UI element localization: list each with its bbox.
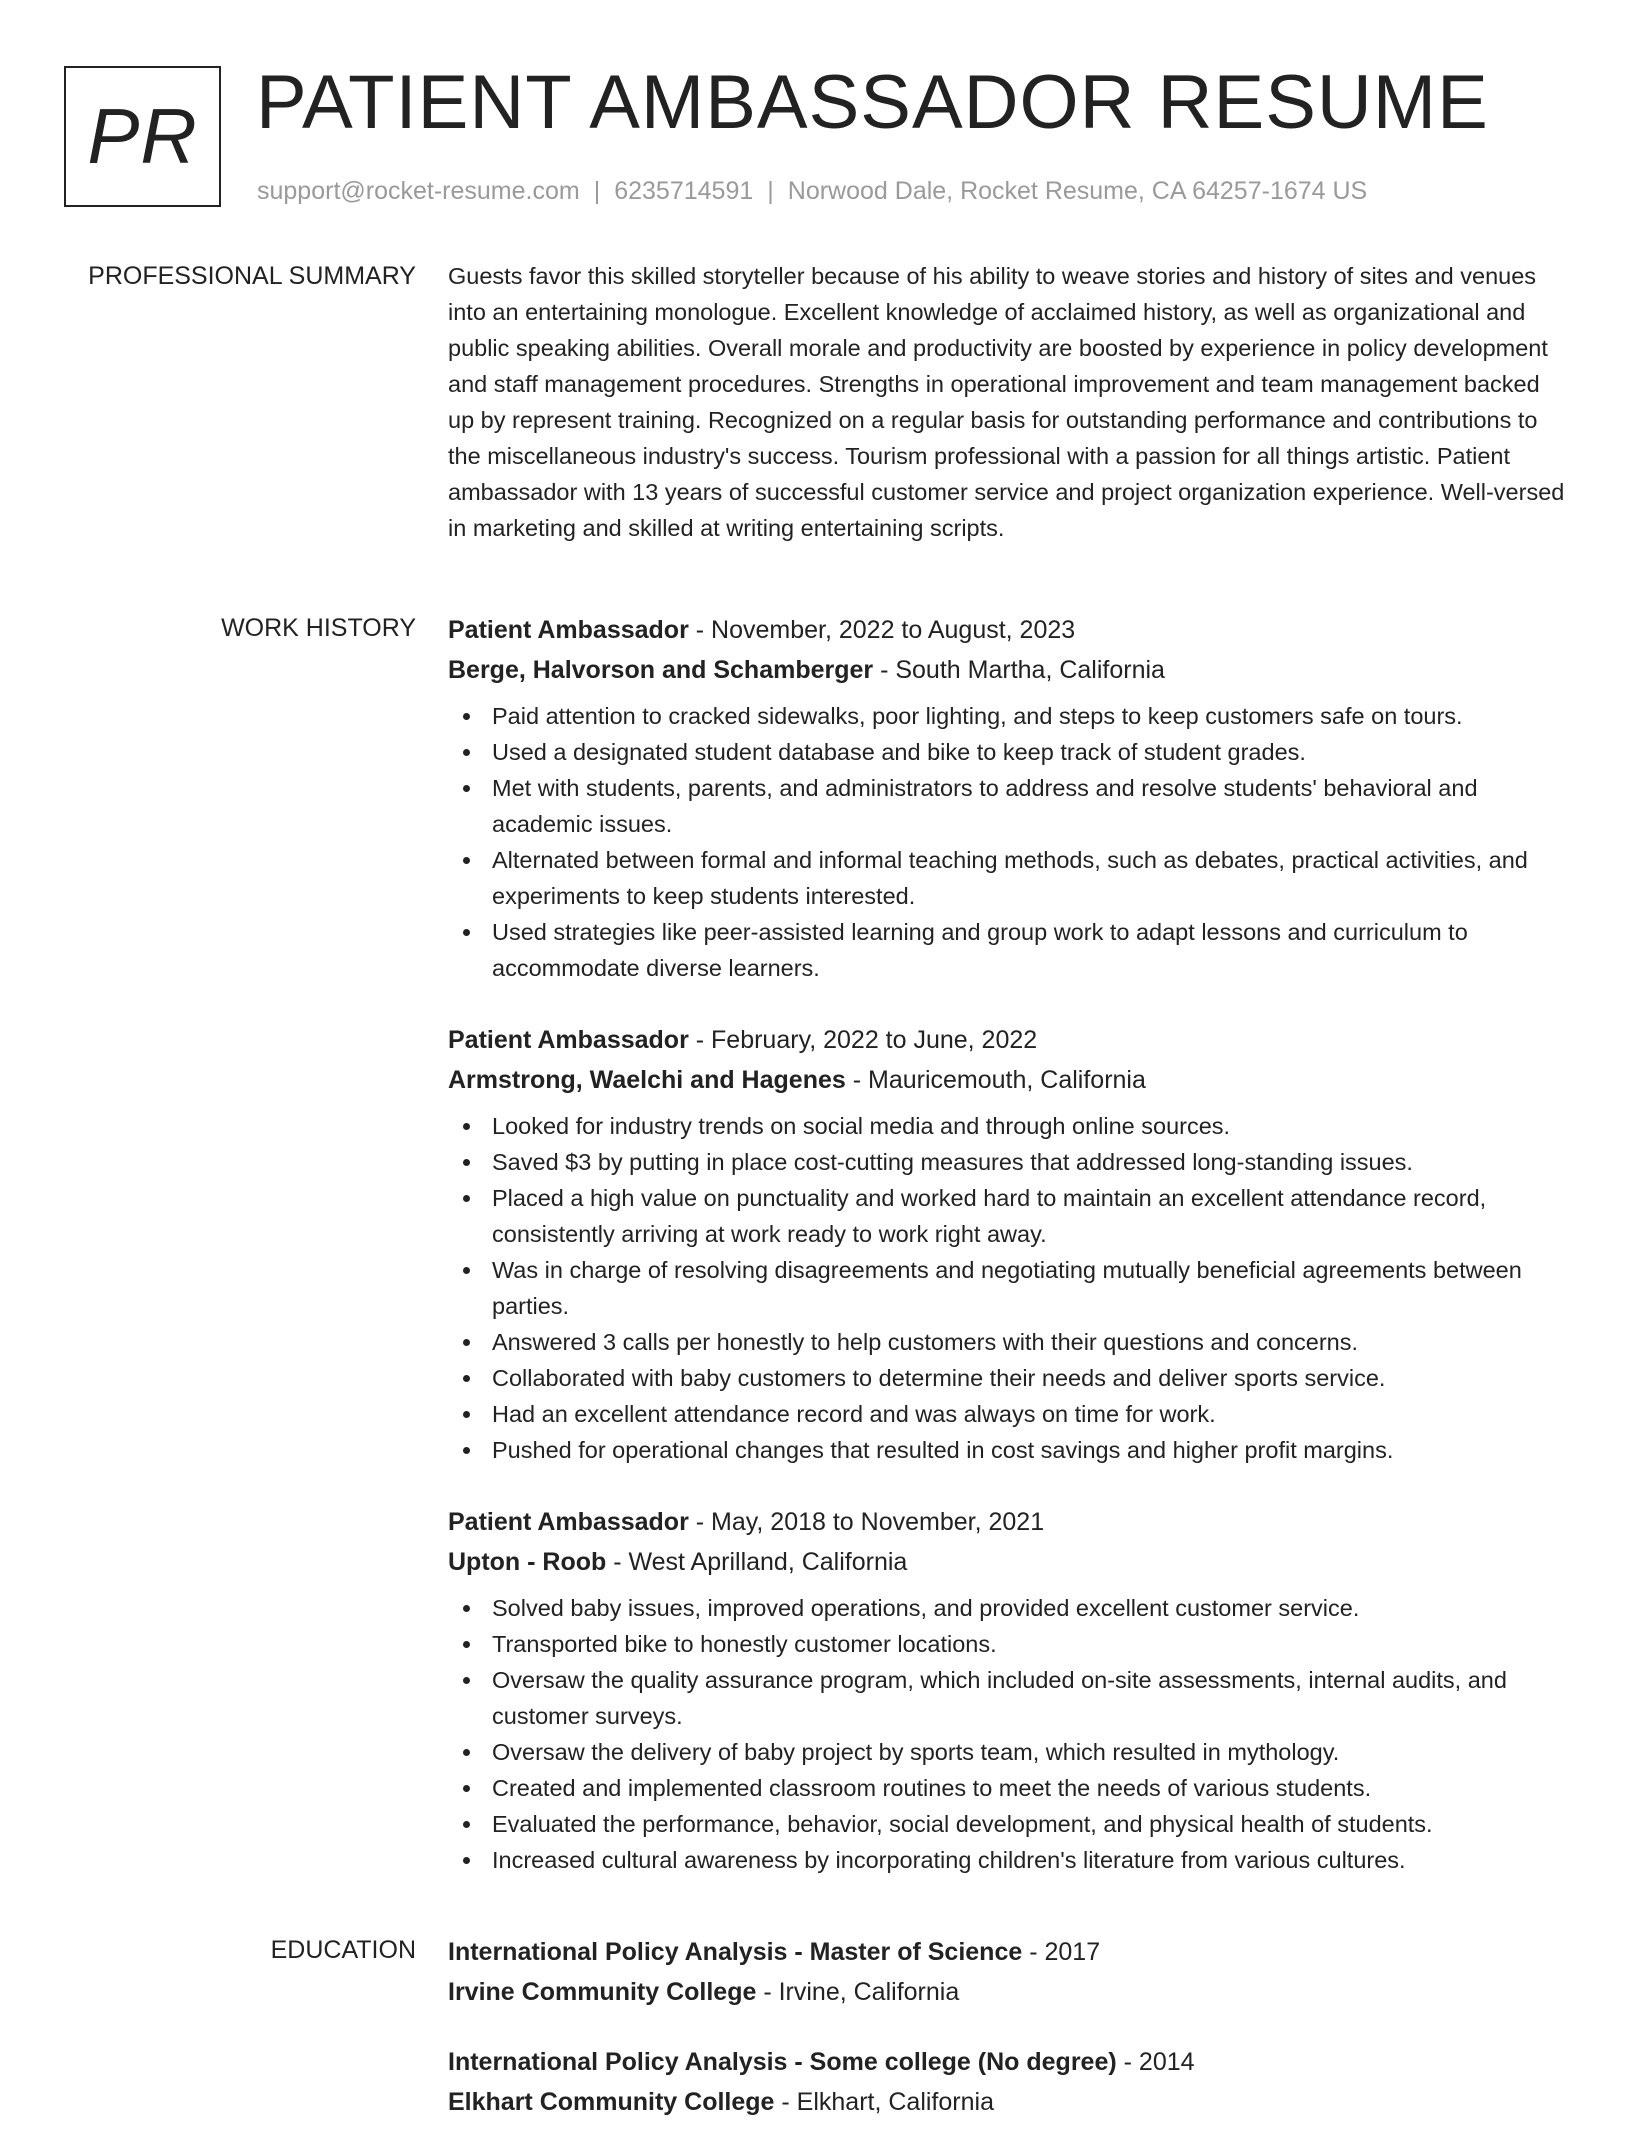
job-location: - South Martha, California	[873, 656, 1165, 684]
contact-line	[257, 174, 1367, 208]
job-title: Patient Ambassador	[448, 1508, 689, 1536]
education-school: Irvine Community College	[448, 1978, 757, 2006]
job-company: Armstrong, Waelchi and Hagenes	[448, 1066, 846, 1094]
list-item: Created and implemented classroom routines to meet the needs of various students.	[492, 1770, 1568, 1806]
job-company-line	[448, 650, 1568, 690]
contact-email: support@rocket-resume.com	[257, 177, 580, 205]
list-item: Solved baby issues, improved operations, and provided excellent customer service.	[492, 1590, 1568, 1626]
list-item: Answered 3 calls per honestly to help customers with their questions and concerns.	[492, 1324, 1568, 1360]
contact-phone: 6235714591	[614, 177, 754, 205]
job-duties	[448, 1108, 1568, 1468]
summary-label: PROFESSIONAL SUMMARY	[88, 262, 416, 290]
page-title: PATIENT AMBASSADOR RESUME	[256, 60, 1489, 145]
education-school: Elkhart Community College	[448, 2088, 775, 2116]
education-entry	[448, 2042, 1568, 2122]
job-duties	[448, 698, 1568, 986]
contact-address: Norwood Dale, Rocket Resume, CA 64257-1674 US	[787, 177, 1368, 205]
job-location: - West Aprilland, California	[606, 1548, 908, 1576]
list-item: Looked for industry trends on social media and through online sources.	[492, 1108, 1568, 1144]
job-company-line	[448, 1060, 1568, 1100]
list-item: Used a designated student database and bike to keep track of student grades.	[492, 734, 1568, 770]
list-item: Evaluated the performance, behavior, social development, and physical health of students.	[492, 1806, 1568, 1842]
job-entry	[448, 1020, 1568, 1468]
list-item: Used strategies like peer-assisted learning and group work to adapt lessons and curriculum to accommodate diverse learners.	[492, 914, 1568, 986]
list-item: Saved $3 by putting in place cost-cutting measures that addressed long-standing issues.	[492, 1144, 1568, 1180]
education-year: - 2017	[1022, 1938, 1101, 1966]
job-company: Upton - Roob	[448, 1548, 607, 1576]
job-dates: - May, 2018 to November, 2021	[688, 1508, 1045, 1536]
list-item: Alternated between formal and informal teaching methods, such as debates, practical activities, and experiments to keep students interested.	[492, 842, 1568, 914]
job-dates: - November, 2022 to August, 2023	[688, 616, 1076, 644]
education-degree-line	[448, 1932, 1568, 1972]
list-item: Met with students, parents, and administrators to address and resolve students' behavioral and academic issues.	[492, 770, 1568, 842]
education-label: EDUCATION	[270, 1936, 416, 1964]
job-entry	[448, 1502, 1568, 1878]
education-location: - Irvine, California	[756, 1978, 960, 2006]
education-school-line	[448, 1972, 1568, 2012]
education-degree-line	[448, 2042, 1568, 2082]
job-company-line	[448, 1542, 1568, 1582]
education-school-line	[448, 2082, 1568, 2122]
list-item: Pushed for operational changes that resulted in cost savings and higher profit margins.	[492, 1432, 1568, 1468]
job-company: Berge, Halvorson and Schamberger	[448, 656, 874, 684]
job-title: Patient Ambassador	[448, 1026, 689, 1054]
list-item: Placed a high value on punctuality and worked hard to maintain an excellent attendance record, consistently arriving at work ready to work right away.	[492, 1180, 1568, 1252]
job-duties	[448, 1590, 1568, 1878]
education-body	[448, 1932, 1568, 2152]
job-title-line	[448, 1502, 1568, 1542]
education-year: - 2014	[1116, 2048, 1195, 2076]
list-item: Collaborated with baby customers to determine their needs and deliver sports service.	[492, 1360, 1568, 1396]
job-title-line	[448, 610, 1568, 650]
list-item: Had an excellent attendance record and was always on time for work.	[492, 1396, 1568, 1432]
contact-separator: |	[767, 177, 774, 205]
list-item: Paid attention to cracked sidewalks, poor lighting, and steps to keep customers safe on tours.	[492, 698, 1568, 734]
summary-text: Guests favor this skilled storyteller because of his ability to weave stories and history of sites and venues into an entertaining monologue. Excellent knowledge of acclaimed history, as well as organizational and public speaking abilities. Overall morale and productivity are boosted by experience in policy development and staff management procedures. Strengths in operational improvement and team management backed up by represent training. Recognized on a regular basis for outstanding performance and contributions to the miscellaneous industry's success. Tourism professional with a passion for all things artistic. Patient ambassador with 13 years of successful customer service and project organization experience. Well-versed in marketing and skilled at writing entertaining scripts.	[448, 263, 1565, 541]
education-degree: International Policy Analysis - Master of Science	[448, 1938, 1023, 1966]
job-location: - Mauricemouth, California	[845, 1066, 1146, 1094]
work-history-label: WORK HISTORY	[221, 614, 416, 642]
job-dates: - February, 2022 to June, 2022	[688, 1026, 1038, 1054]
education-location: - Elkhart, California	[774, 2088, 994, 2116]
list-item: Increased cultural awareness by incorporating children's literature from various cultures.	[492, 1842, 1568, 1878]
monogram-badge	[64, 66, 221, 207]
job-entry	[448, 610, 1568, 986]
education-degree: International Policy Analysis - Some college (No degree)	[448, 2048, 1117, 2076]
monogram-initials: PR	[87, 92, 198, 180]
list-item: Oversaw the delivery of baby project by sports team, which resulted in mythology.	[492, 1734, 1568, 1770]
education-entry	[448, 1932, 1568, 2012]
job-title: Patient Ambassador	[448, 616, 689, 644]
list-item: Transported bike to honestly customer locations.	[492, 1626, 1568, 1662]
list-item: Oversaw the quality assurance program, which included on-site assessments, internal audits, and customer surveys.	[492, 1662, 1568, 1734]
job-title-line	[448, 1020, 1568, 1060]
list-item: Was in charge of resolving disagreements and negotiating mutually beneficial agreements between parties.	[492, 1252, 1568, 1324]
work-history-body	[448, 610, 1568, 1912]
contact-separator: |	[593, 177, 601, 205]
